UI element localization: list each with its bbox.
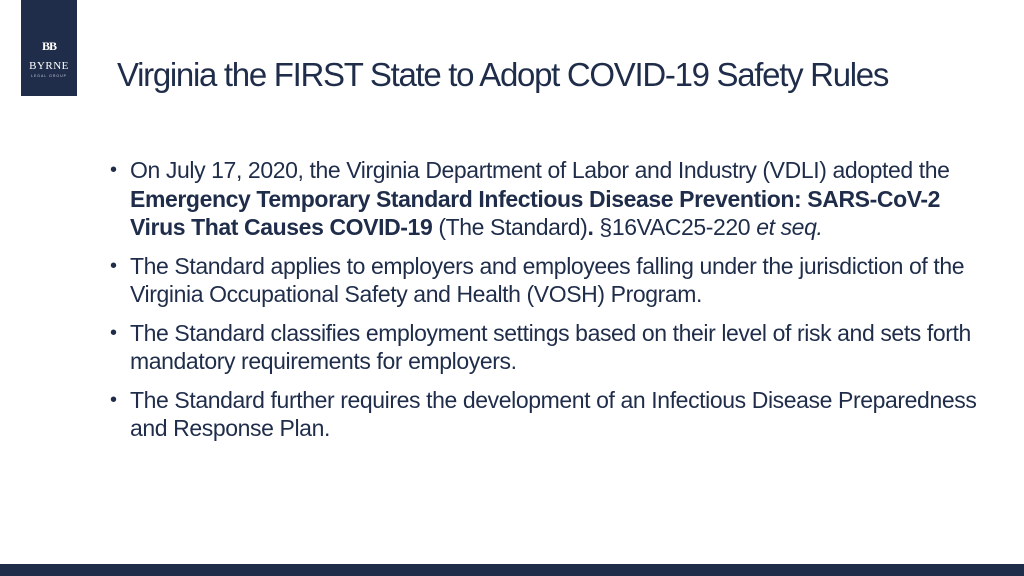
bullet-list xyxy=(108,156,988,453)
byrne-logo xyxy=(21,0,77,96)
logo-name: BYRNE xyxy=(29,60,69,72)
footer-bar xyxy=(0,564,1024,576)
bullet-text: The Standard further requires the development of an Infectious Disease Preparedness and Response Plan. xyxy=(130,386,977,441)
citation-italic: et seq. xyxy=(756,214,823,240)
bullet-item xyxy=(108,252,988,309)
bullet-item xyxy=(108,386,988,443)
standard-name: Emergency Temporary Standard Infectious Disease Prevention: SARS-CoV-2 Virus That Causes COVID-19 xyxy=(130,185,941,240)
bold-period: . xyxy=(587,214,594,240)
bullet-text: The Standard applies to employers and employees falling under the jurisdiction of the Virginia Occupational Safety and Health (VOSH) Program. xyxy=(130,252,965,307)
slide-title: Virginia the FIRST State to Adopt COVID-19 Safety Rules xyxy=(117,56,889,93)
bullet-item xyxy=(108,156,988,242)
logo-subtitle: LEGAL GROUP xyxy=(31,74,67,78)
bullet-item xyxy=(108,319,988,376)
bullet-text: On July 17, 2020, the Virginia Department of Labor and Industry (VDLI) adopted the xyxy=(130,157,950,183)
bullet-text: (The Standard) xyxy=(432,214,588,240)
bullet-text: The Standard classifies employment settings based on their level of risk and sets forth mandatory requirements for employers. xyxy=(130,319,971,374)
citation: §16VAC25-220 xyxy=(593,214,757,240)
logo-mark-icon: BB xyxy=(41,39,56,53)
